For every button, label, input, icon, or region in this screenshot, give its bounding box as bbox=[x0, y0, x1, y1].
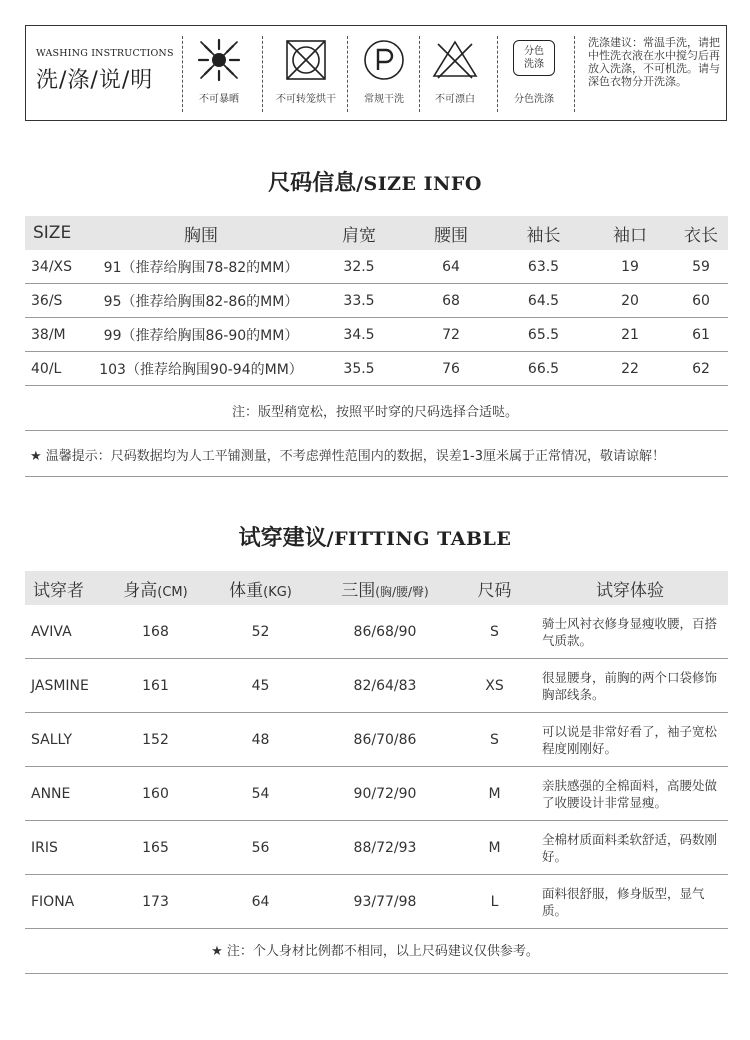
table-cell: 60 bbox=[674, 284, 728, 318]
table-cell: 36/S bbox=[25, 284, 85, 318]
table-cell: 20 bbox=[586, 284, 674, 318]
table-row bbox=[25, 250, 728, 284]
table-cell: 19 bbox=[586, 250, 674, 284]
fitter-height: 168 bbox=[103, 605, 208, 659]
weight-header: 体重 bbox=[229, 580, 264, 601]
care-dry-clean bbox=[348, 36, 420, 105]
size-note: 注：版型稍宽松，按照平时穿的尺码选择合适哒。 bbox=[231, 405, 518, 420]
table-cell: 34/XS bbox=[25, 250, 85, 284]
weight-unit: (KG) bbox=[263, 584, 292, 600]
care-label: 不可漂白 bbox=[435, 94, 475, 105]
fitter-name: SALLY bbox=[25, 713, 103, 767]
care-separate-wash bbox=[498, 36, 570, 105]
table-row bbox=[25, 713, 728, 767]
table-cell: 38/M bbox=[25, 318, 85, 352]
table-cell: 65.5 bbox=[501, 318, 586, 352]
fitter-size: M bbox=[457, 821, 532, 875]
fitter-height: 165 bbox=[103, 821, 208, 875]
table-cell: 34.5 bbox=[317, 318, 401, 352]
fitter-height: 152 bbox=[103, 713, 208, 767]
table-cell: 68 bbox=[401, 284, 501, 318]
table-cell: 62 bbox=[674, 352, 728, 386]
fitting-title bbox=[0, 521, 750, 552]
fitting-table-header-row bbox=[25, 571, 728, 605]
size-table-header-row bbox=[25, 216, 728, 250]
height-unit: (CM) bbox=[157, 584, 188, 600]
washing-title-en: WASHING INSTRUCTIONS bbox=[36, 48, 174, 59]
dry-clean-p-icon bbox=[361, 36, 407, 84]
table-cell: 61 bbox=[674, 318, 728, 352]
fitter-height: 160 bbox=[103, 767, 208, 821]
table-cell: 103（推荐给胸围90-94的MM） bbox=[85, 352, 317, 386]
fitter-name: AVIVA bbox=[25, 605, 103, 659]
size-table bbox=[25, 216, 728, 386]
col-header: 尺码 bbox=[457, 571, 532, 605]
fitter-weight: 54 bbox=[208, 767, 313, 821]
fitter-name: FIONA bbox=[25, 875, 103, 929]
care-no-bleach bbox=[419, 36, 491, 105]
col-header: 衣长 bbox=[674, 216, 728, 250]
no-tumble-dry-icon bbox=[283, 36, 329, 84]
col-header: 试穿者 bbox=[25, 571, 103, 605]
badge-line-1: 分色 bbox=[524, 46, 544, 57]
care-label: 不可转笼烘干 bbox=[276, 94, 336, 105]
table-cell: 91（推荐给胸围78-82的MM） bbox=[85, 250, 317, 284]
fitter-experience: 面料很舒服，修身版型，显气质。 bbox=[532, 875, 728, 929]
fitter-measure: 90/72/90 bbox=[313, 767, 457, 821]
divider-line bbox=[25, 973, 728, 974]
badge-line-2: 洗涤 bbox=[524, 59, 544, 70]
table-cell: 40/L bbox=[25, 352, 85, 386]
measure-header: 三围 bbox=[341, 580, 376, 601]
fitter-weight: 48 bbox=[208, 713, 313, 767]
table-row bbox=[25, 767, 728, 821]
fitter-experience: 可以说是非常好看了，袖子宽松程度刚刚好。 bbox=[532, 713, 728, 767]
fitter-experience: 亲肤感强的全棉面料，高腰处做了收腰设计非常显瘦。 bbox=[532, 767, 728, 821]
fitter-name: ANNE bbox=[25, 767, 103, 821]
fitter-size: M bbox=[457, 767, 532, 821]
col-header bbox=[103, 571, 208, 605]
fitter-height: 161 bbox=[103, 659, 208, 713]
col-header: 袖口 bbox=[586, 216, 674, 250]
table-cell: 95（推荐给胸围82-86的MM） bbox=[85, 284, 317, 318]
table-cell: 35.5 bbox=[317, 352, 401, 386]
size-info-title-zh: 尺码信息 bbox=[268, 171, 357, 196]
col-header: 袖长 bbox=[501, 216, 586, 250]
divider-line bbox=[25, 430, 728, 431]
table-row bbox=[25, 352, 728, 386]
fitting-table bbox=[25, 571, 728, 929]
fitter-size: S bbox=[457, 713, 532, 767]
table-cell: 21 bbox=[586, 318, 674, 352]
table-cell: 76 bbox=[401, 352, 501, 386]
fitting-title-zh: 试穿建议 bbox=[238, 526, 327, 551]
col-header: 腰围 bbox=[401, 216, 501, 250]
washing-note: 洗涤建议：常温手洗，请把中性洗衣液在水中搅匀后再放入洗涤，不可机洗。请与深色衣物分开洗涤。 bbox=[588, 36, 720, 88]
fitter-experience: 骑士风衬衣修身显瘦收腰，百搭气质款。 bbox=[532, 605, 728, 659]
care-label: 常规干洗 bbox=[364, 94, 404, 105]
table-row bbox=[25, 605, 728, 659]
fitter-experience: 全棉材质面料柔软舒适，码数刚好。 bbox=[532, 821, 728, 875]
table-cell: 59 bbox=[674, 250, 728, 284]
fitter-height: 173 bbox=[103, 875, 208, 929]
height-header: 身高 bbox=[123, 580, 158, 601]
separate-wash-icon bbox=[513, 40, 555, 76]
care-no-sun bbox=[183, 36, 255, 105]
table-cell: 64 bbox=[401, 250, 501, 284]
col-header: 胸围 bbox=[85, 216, 317, 250]
care-no-tumble-dry bbox=[263, 36, 349, 105]
table-row bbox=[25, 875, 728, 929]
fitting-title-en: /FITTING TABLE bbox=[326, 528, 512, 550]
table-row bbox=[25, 318, 728, 352]
table-cell: 99（推荐给胸围86-90的MM） bbox=[85, 318, 317, 352]
fitter-size: XS bbox=[457, 659, 532, 713]
table-cell: 64.5 bbox=[501, 284, 586, 318]
table-cell: 66.5 bbox=[501, 352, 586, 386]
care-label: 分色洗涤 bbox=[514, 94, 554, 105]
fitter-name: JASMINE bbox=[25, 659, 103, 713]
fitter-size: L bbox=[457, 875, 532, 929]
fitter-weight: 45 bbox=[208, 659, 313, 713]
col-header bbox=[208, 571, 313, 605]
fitter-measure: 93/77/98 bbox=[313, 875, 457, 929]
size-tip: ★ 温馨提示：尺码数据均为人工平铺测量，不考虑弹性范围内的数据，误差1-3厘米属于正常情况，敬请谅解！ bbox=[30, 449, 666, 464]
col-header: 肩宽 bbox=[317, 216, 401, 250]
col-header: 试穿体验 bbox=[532, 571, 728, 605]
table-cell: 22 bbox=[586, 352, 674, 386]
fitting-note: ★ 注：个人身材比例都不相同，以上尺码建议仅供参考。 bbox=[211, 944, 539, 959]
size-info-title-en: /SIZE INFO bbox=[356, 173, 482, 195]
fitter-name: IRIS bbox=[25, 821, 103, 875]
measure-unit: (胸/腰/臀) bbox=[375, 584, 429, 599]
fitter-measure: 86/70/86 bbox=[313, 713, 457, 767]
table-row bbox=[25, 284, 728, 318]
washing-title bbox=[36, 48, 186, 94]
fitter-measure: 88/72/93 bbox=[313, 821, 457, 875]
col-header: SIZE bbox=[25, 216, 85, 250]
divider-line bbox=[25, 476, 728, 477]
fitter-weight: 56 bbox=[208, 821, 313, 875]
table-cell: 32.5 bbox=[317, 250, 401, 284]
fitter-weight: 52 bbox=[208, 605, 313, 659]
washing-instructions-box bbox=[25, 25, 727, 121]
table-cell: 33.5 bbox=[317, 284, 401, 318]
table-row bbox=[25, 821, 728, 875]
table-cell: 63.5 bbox=[501, 250, 586, 284]
care-label: 不可暴晒 bbox=[199, 94, 239, 105]
washing-title-zh: 洗/涤/说/明 bbox=[36, 68, 154, 93]
col-header bbox=[313, 571, 457, 605]
size-info-title bbox=[0, 166, 750, 197]
fitter-measure: 82/64/83 bbox=[313, 659, 457, 713]
fitter-experience: 很显腰身，前胸的两个口袋修饰胸部线条。 bbox=[532, 659, 728, 713]
fitter-size: S bbox=[457, 605, 532, 659]
no-bleach-icon bbox=[430, 36, 480, 84]
table-row bbox=[25, 659, 728, 713]
table-cell: 72 bbox=[401, 318, 501, 352]
no-sun-icon bbox=[196, 36, 242, 84]
fitter-weight: 64 bbox=[208, 875, 313, 929]
fitter-measure: 86/68/90 bbox=[313, 605, 457, 659]
dashed-divider bbox=[574, 36, 575, 112]
